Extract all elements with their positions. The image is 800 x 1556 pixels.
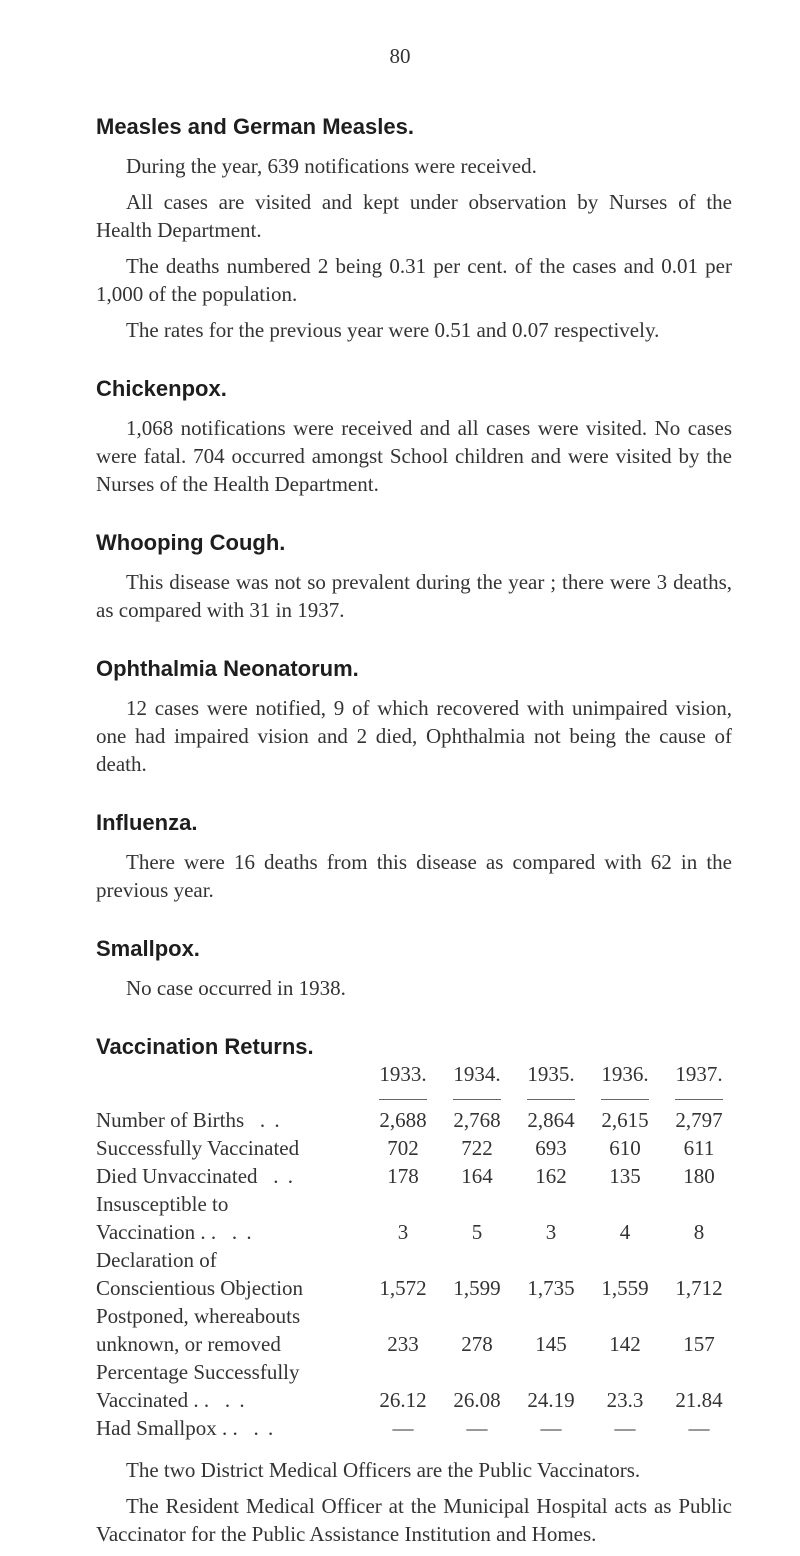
table-cell: 180	[683, 1164, 715, 1188]
table-row	[96, 1134, 736, 1162]
vaccination-table-body	[96, 1106, 736, 1442]
table-row	[96, 1414, 736, 1442]
table-cell: 135	[609, 1164, 641, 1188]
table-cell: 2,864	[527, 1108, 575, 1132]
row-label-text: Died Unvaccinated	[96, 1164, 258, 1188]
row-leader-dots: . .	[231, 1220, 254, 1244]
table-cell: 178	[387, 1164, 419, 1188]
paragraph: The deaths numbered 2 being 0.31 per cent. of the cases and 0.01 per 1,000 of the population.	[96, 254, 732, 306]
table-cell: 157	[683, 1332, 715, 1356]
sections-container	[96, 112, 732, 1002]
year-header: 1934.	[440, 1062, 514, 1106]
table-cell: 1,735	[527, 1276, 575, 1300]
paragraph: All cases are visited and kept under observation by Nurses of the Health Department.	[96, 190, 732, 242]
year-header: 1935.	[514, 1062, 588, 1106]
table-cell: 3	[545, 1220, 557, 1244]
table-cell: 4	[619, 1220, 631, 1244]
table-cell: 702	[387, 1136, 419, 1160]
table-cell: 2,768	[453, 1108, 501, 1132]
table-cell: —	[688, 1416, 710, 1440]
row-label-text: Conscientious Objection	[96, 1276, 304, 1300]
table-cell: 142	[609, 1332, 641, 1356]
table-cell: 8	[693, 1220, 705, 1244]
table-row-lead	[96, 1190, 736, 1218]
table-row-lead	[96, 1246, 736, 1274]
table-cell: 611	[683, 1136, 715, 1160]
document-body	[96, 112, 732, 1556]
section-heading: Measles and German Measles.	[96, 114, 414, 139]
table-cell: 233	[387, 1332, 419, 1356]
section	[96, 528, 732, 624]
table-cell: 26.12	[379, 1388, 427, 1412]
paragraph: 12 cases were notified, 9 of which recovered with unimpaired vision, one had impaired vision and 2 died, Ophthalmia not being the cause of death.	[96, 696, 732, 776]
row-leader-dots: . .	[224, 1388, 247, 1412]
table-cell: 1,559	[601, 1276, 649, 1300]
closing-paragraph: The two District Medical Officers are the Public Vaccinators.	[126, 1458, 641, 1482]
row-label	[96, 1218, 366, 1246]
table-cell: 2,615	[601, 1108, 649, 1132]
section-heading: Ophthalmia Neonatorum.	[96, 656, 359, 681]
section	[96, 808, 732, 904]
table-cell: 2,688	[379, 1108, 427, 1132]
table-row	[96, 1106, 736, 1134]
row-label-text: Vaccination . .	[96, 1220, 217, 1244]
row-label-text: Had Smallpox . .	[96, 1416, 238, 1440]
section-heading: Influenza.	[96, 810, 198, 835]
closing-paragraph: The Resident Medical Officer at the Municipal Hospital acts as Public Vaccinator for the Public Assistance Institution and Homes.	[96, 1494, 732, 1546]
section	[96, 934, 732, 1002]
row-label	[96, 1414, 366, 1442]
section-heading: Chickenpox.	[96, 376, 227, 401]
section	[96, 374, 732, 498]
table-cell: 2,797	[675, 1108, 723, 1132]
table-cell: 3	[397, 1220, 409, 1244]
year-header: 1937.	[662, 1062, 736, 1106]
table-cell: 1,572	[379, 1276, 427, 1300]
table-cell: 1,599	[453, 1276, 501, 1300]
table-row	[96, 1274, 736, 1302]
row-label	[96, 1330, 366, 1358]
row-label-text: Vaccinated . .	[96, 1388, 210, 1412]
table-cell: 164	[461, 1164, 493, 1188]
row-label	[96, 1274, 366, 1302]
table-cell: 1,712	[675, 1276, 723, 1300]
paragraph: This disease was not so prevalent during the year ; there were 3 deaths, as compared with 31 in 1937.	[96, 570, 732, 622]
table-row	[96, 1218, 736, 1246]
table-cell: 24.19	[527, 1388, 575, 1412]
table-cell: —	[540, 1416, 562, 1440]
section	[96, 654, 732, 778]
table-cell: 5	[471, 1220, 483, 1244]
table-cell: —	[614, 1416, 636, 1440]
paragraph: 1,068 notifications were received and all cases were visited. No cases were fatal. 704 occurred amongst School children and were visited by the Nurses of the Health Department.	[96, 416, 732, 496]
closing-notes	[96, 1456, 732, 1548]
row-label-text: unknown, or removed	[96, 1332, 281, 1356]
paragraph: The rates for the previous year were 0.51 and 0.07 respectively.	[126, 318, 660, 342]
table-row	[96, 1386, 736, 1414]
row-label-lead: Percentage Successfully	[96, 1360, 300, 1384]
row-leader-dots: . .	[259, 1108, 282, 1132]
table-cell: —	[392, 1416, 414, 1440]
row-label-lead: Postponed, whereabouts	[96, 1304, 301, 1328]
table-cell: 21.84	[675, 1388, 723, 1412]
table-cell: 693	[535, 1136, 567, 1160]
year-header: 1933.	[366, 1062, 440, 1106]
row-label-text: Number of Births	[96, 1108, 245, 1132]
paragraph: During the year, 639 notifications were received.	[126, 154, 537, 178]
table-header-row	[96, 1062, 736, 1106]
page-number: 80	[389, 44, 411, 68]
row-leader-dots: . .	[273, 1164, 296, 1188]
table-cell: 722	[461, 1136, 493, 1160]
row-label-text: Successfully Vaccinated	[96, 1136, 300, 1160]
table-row	[96, 1330, 736, 1358]
row-label	[96, 1106, 366, 1134]
table-row	[96, 1162, 736, 1190]
row-label	[96, 1134, 366, 1162]
row-label	[96, 1386, 366, 1414]
table-cell: 23.3	[606, 1388, 644, 1412]
vaccination-table	[96, 1062, 736, 1442]
row-label	[96, 1162, 366, 1190]
section-heading: Smallpox.	[96, 936, 200, 961]
section-heading: Whooping Cough.	[96, 530, 286, 555]
table-cell: 145	[535, 1332, 567, 1356]
table-row-lead	[96, 1358, 736, 1386]
label-header	[96, 1062, 366, 1106]
section	[96, 112, 732, 344]
table-cell: 162	[535, 1164, 567, 1188]
row-label-lead: Declaration of	[96, 1248, 217, 1272]
table-cell: 278	[461, 1332, 493, 1356]
year-header: 1936.	[588, 1062, 662, 1106]
table-row-lead	[96, 1302, 736, 1330]
row-label-lead: Insusceptible to	[96, 1192, 229, 1216]
table-cell: —	[466, 1416, 488, 1440]
table-cell: 26.08	[453, 1388, 501, 1412]
vaccination-heading: Vaccination Returns.	[96, 1034, 314, 1059]
paragraph: No case occurred in 1938.	[126, 976, 346, 1000]
row-leader-dots: . .	[253, 1416, 276, 1440]
vaccination-returns	[96, 1032, 732, 1442]
table-cell: 610	[609, 1136, 641, 1160]
paragraph: There were 16 deaths from this disease as compared with 62 in the previous year.	[96, 850, 732, 902]
